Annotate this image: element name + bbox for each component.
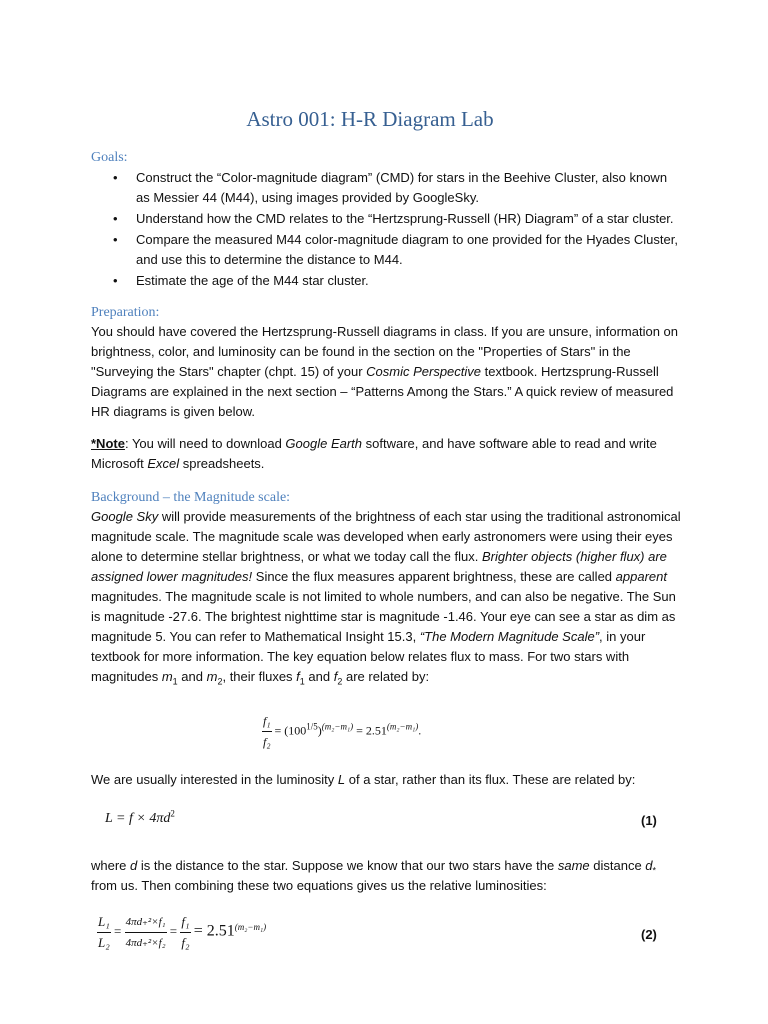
note-text: : You will need to download [124,436,286,451]
luminosity-equation [105,809,175,829]
distance-flux-fraction [125,912,167,953]
background-text: Since the flux measures apparent brightness, these are called [252,569,616,584]
flux-ratio-fraction [180,912,190,953]
textbook-title: Cosmic Perspective [366,364,482,379]
source-name: Google Sky [91,509,159,524]
equation-exponent: (m₂−m₁) [234,922,267,933]
equation-number-text: (1) [641,813,657,828]
background-heading: Background – the Magnitude scale: [91,490,291,505]
distance-text: where [91,858,131,873]
list-item: • Understand how the CMD relates to the “Hertzsprung-Russell (HR) Diagram” of a star cluster. [91,209,681,229]
math-subscript: 2 [217,676,223,687]
luminosity-ratio-fraction [97,912,111,953]
math-symbol: f [333,669,338,684]
fraction-numerator: f₁ [262,711,272,732]
math-subscript: * [652,865,657,876]
emphasis-text: Brighter objects (higher flux) are assigned lower magnitudes! [91,549,667,584]
equation-text: = (100 [271,723,307,738]
equation-text: . [418,723,422,738]
math-symbol: L [337,772,346,787]
goals-heading: Goals: [91,150,128,165]
background-text: magnitudes. The magnitude scale is not limited to whole numbers, and can also be negative. The Sun is magnitude -27.6. The brightest nighttime star is magnitude -1.46. Your eye can see a star as dim as magnitude 5. You can refer to Mathematical Insight 15.3, [91,589,676,644]
background-text: and [177,669,207,684]
equation-text: L = f × 4πd [105,811,171,826]
distance-paragraph [91,856,681,896]
equation-text: = 2.51 [353,723,387,738]
background-text: and [304,669,334,684]
flux-equation [262,711,421,752]
background-text: , in your textbook for more information. The key equation below relates flux to mass. For two stars with magnitudes [91,629,646,684]
emphasis-text: “The Modern Magnitude Scale” [419,629,600,644]
math-subscript: 2 [337,676,343,687]
background-text: , their fluxes [222,669,297,684]
fraction-denominator: L₂ [98,935,110,950]
background-text: will provide measurements of the brightness of each star using the traditional astronomical magnitude scale. The magnitude scale was developed when early astronomers were using their eyes alone to determine stellar brightness, or what we today call the flux. [91,509,681,564]
note-paragraph [91,434,681,474]
note-text: software, and have software able to read and write Microsoft [91,436,657,471]
software-name: Google Earth [285,436,363,451]
emphasis-text: apparent [615,569,667,584]
equation-text: ) [317,723,322,738]
emphasis-text: same [557,858,590,873]
background-text: are related by: [342,669,430,684]
equation-number-text: (2) [641,927,657,942]
background-paragraph [91,507,681,687]
preparation-heading: Preparation: [91,305,160,320]
fraction-denominator: f₂ [181,935,190,950]
equation-number [641,811,657,831]
list-item: • Estimate the age of the M44 star cluster. [91,271,681,291]
preparation-paragraph [91,322,681,422]
math-symbol: m [206,669,218,684]
preparation-text: You should have covered the Hertzsprung-Russell diagrams in class. If you are unsure, information on brightness, color, and luminosity can be found in the section on the "Properties of Stars" in the "Surveying the Stars" chapter (chpt. 15) of your [91,324,678,379]
luminosity-intro [91,770,681,790]
equation-exponent: (m₂−m₁) [321,721,354,732]
page-title: Astro 001: H-R Diagram Lab [246,107,494,131]
software-name: Excel [147,456,180,471]
goals-list [91,168,681,292]
equation-exponent: 2 [170,808,175,819]
fraction-denominator: 4πd₊²×f₂ [125,937,166,949]
preparation-text: textbook. Hertzsprung-Russell Diagrams are explained in the next section – “Patterns Among the Stars.” A quick review of measured HR diagrams is given below. [91,364,674,419]
math-subscript: 1 [299,676,305,687]
equation-number [641,925,657,945]
distance-text: is the distance to the star. Suppose we know that our two stars have the [137,858,558,873]
math-symbol: d [645,858,653,873]
distance-text: distance [589,858,646,873]
math-symbol: d [130,858,138,873]
math-subscript: 1 [172,676,178,687]
equation-exponent: (m₂−m₁) [386,721,419,732]
math-symbol: f [296,669,300,684]
distance-text: from us. Then combining these two equations gives us the relative luminosities: [91,878,547,893]
note-text: spreadsheets. [179,456,265,471]
equation-exponent: 1/5 [306,721,318,732]
list-item: • Compare the measured M44 color-magnitude diagram to one provided for the Hyades Cluster, and use this to determine the distance to M44. [91,230,681,270]
fraction-numerator: L₁ [97,912,111,933]
math-symbol: m [161,669,173,684]
flux-ratio-fraction [262,711,272,752]
relative-luminosity-equation: $\frac{\text{L₁}}{\text{L₂}}$ = $\frac{\text{4πd₊²×f₁}}{\text{4πd₊²×f₂}}$ = $\frac{\text{f₁}}{\text{f₂}}$ = $2.51^{(m_2-m_1)}$ [97,912,266,953]
note-label: *Note [91,436,125,451]
luminosity-text: of a star, rather than its flux. These are related by: [345,772,636,787]
equation-text: = 2.51 [193,922,235,940]
luminosity-text: We are usually interested in the luminosity [91,772,338,787]
fraction-numerator: 4πd₊²×f₁ [125,912,167,933]
fraction-denominator: f₂ [263,735,271,749]
fraction-numerator: f₁ [180,912,190,933]
list-item: • Construct the “Color-magnitude diagram” (CMD) for stars in the Beehive Cluster, also known as Messier 44 (M44), using images provided by GoogleSky. [91,168,681,208]
